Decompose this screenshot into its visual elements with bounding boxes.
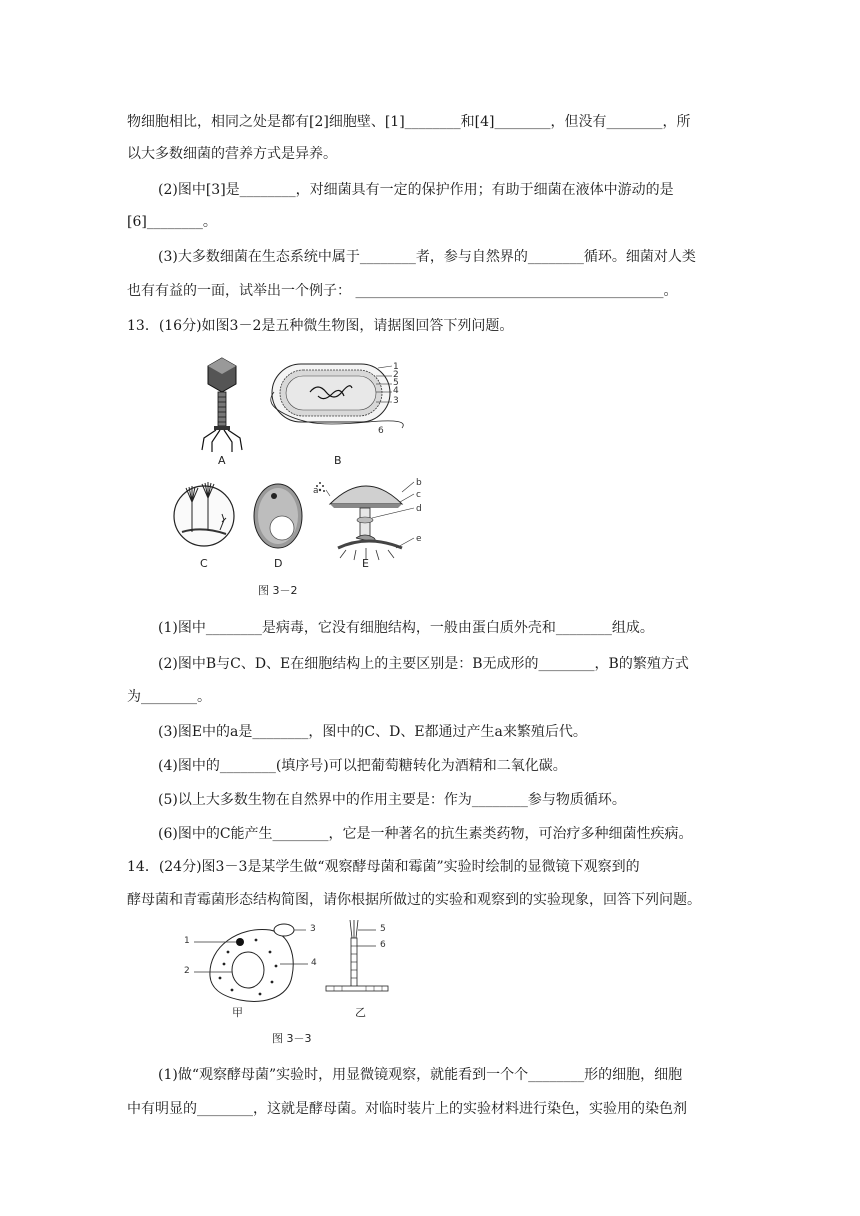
text-line: (3)图E中的a是________，图中的C、D、E都通过产生a来繁殖后代。	[158, 724, 587, 740]
yi-label-5: 5	[380, 924, 386, 934]
b-label-3: 3	[393, 396, 399, 406]
figure-label-b: B	[334, 454, 342, 467]
text-line: 酵母菌和青霉菌形态结构简图，请你根据所做过的实验和观察到的实验现象，回答下列问题。	[127, 892, 701, 908]
mold-illustration-c	[174, 482, 234, 546]
jia-label-4: 4	[311, 958, 317, 968]
figure-label-e: E	[362, 557, 369, 570]
figure-3-2	[170, 352, 430, 602]
virus-illustration-a	[202, 358, 242, 452]
text-line: (2)图中[3]是________，对细菌具有一定的保护作用；有助于细菌在液体中游动的是	[158, 182, 674, 198]
text-line: 也有有益的一面，试举出一个例子： ____________________________________________。	[127, 283, 678, 299]
e-label-a: a	[313, 486, 319, 496]
yi-label-6: 6	[380, 940, 386, 950]
text-line: (2)图中B与C、D、E在细胞结构上的主要区别是：B无成形的________，B的繁殖方式	[158, 656, 689, 672]
b-label-6: 6	[378, 426, 384, 436]
question-13-title: 13．(16分)如图3－2是五种微生物图，请据图回答下列问题。	[127, 318, 514, 334]
text-line: 物细胞相比，相同之处是都有[2]细胞壁、[1]________和[4]________，但没有________，所	[127, 114, 691, 130]
e-label-d: d	[416, 504, 422, 514]
text-line: (6)图中的C能产生________，它是一种著名的抗生素类药物，可治疗多种细菌性疾病。	[158, 826, 693, 842]
text-line: 中有明显的________，这就是酵母菌。对临时装片上的实验材料进行染色，实验用的染色剂	[127, 1101, 687, 1117]
e-label-b: b	[416, 478, 422, 488]
text-line: (5)以上大多数生物在自然界中的作用主要是：作为________参与物质循环。	[158, 792, 626, 808]
yi-caption: 乙	[355, 1006, 366, 1019]
yeast-illustration-jia	[194, 924, 308, 1001]
jia-caption: 甲	[232, 1006, 243, 1019]
figure-3-2-caption: 图 3－2	[258, 584, 298, 597]
figure-label-a: A	[218, 454, 226, 467]
text-line: (3)大多数细菌在生态系统中属于________者，参与自然界的________循环。细菌对人类	[158, 249, 696, 265]
figure-label-c: C	[200, 557, 208, 570]
text-line: (4)图中的________(填序号)可以把葡萄糖转化为酒精和二氧化碳。	[158, 758, 567, 774]
jia-label-1: 1	[184, 936, 190, 946]
e-label-c: c	[416, 490, 421, 500]
mushroom-illustration-e	[316, 482, 414, 560]
e-label-e: e	[416, 534, 422, 544]
yeast-illustration-d	[254, 484, 302, 548]
b-label-4: 4	[393, 386, 399, 396]
b-label-5: 5	[393, 378, 399, 388]
text-line: (1)图中________是病毒，它没有细胞结构，一般由蛋白质外壳和________组成。	[158, 620, 654, 636]
jia-label-2: 2	[184, 966, 190, 976]
question-14-title: 14．(24分)图3－3是某学生做“观察酵母菌和霉菌”实验时绘制的显微镜下观察到的	[127, 859, 640, 875]
jia-label-3: 3	[310, 924, 316, 934]
bacterium-illustration-b	[271, 364, 403, 428]
penicillium-illustration-yi	[326, 920, 388, 991]
figure-label-d: D	[274, 557, 283, 570]
text-line: (1)做“观察酵母菌”实验时，用显微镜观察，就能看到一个个________形的细胞，细胞	[158, 1067, 683, 1083]
text-line: 为________。	[127, 689, 211, 705]
text-line: 以大多数细菌的营养方式是异养。	[127, 146, 337, 162]
figure-3-3-caption: 图 3－3	[272, 1032, 312, 1045]
text-line: [6]________。	[127, 214, 217, 230]
b-label-1: 1	[393, 362, 399, 372]
b-label-2: 2	[393, 370, 399, 380]
figure-3-3	[180, 916, 400, 1016]
